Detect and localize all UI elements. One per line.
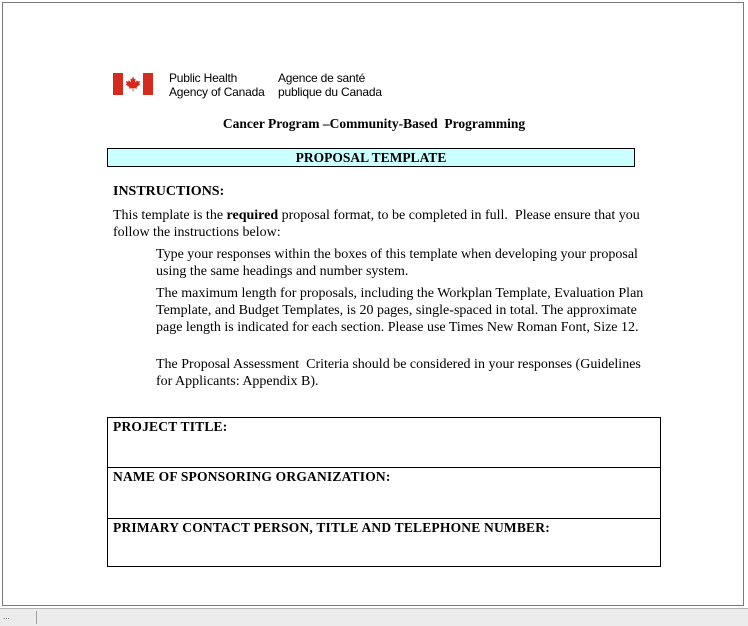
status-bar <box>0 608 748 626</box>
canada-flag-icon <box>113 73 153 95</box>
intro-text-required: required <box>226 208 279 223</box>
intro-text-after: proposal format, to be completed in full. Please ensure that you follow the instructions below: <box>113 208 644 240</box>
maple-leaf-icon <box>125 76 141 92</box>
agency-name-french <box>278 71 382 99</box>
agency-fr-line1: Agence de santé <box>278 71 366 85</box>
instruction-item: Type your responses within the boxes of this template when developing your proposal using the same headings and number system. <box>156 247 638 279</box>
agency-fr-line2: publique du Canada <box>278 85 382 99</box>
instructions-intro <box>113 207 643 241</box>
instruction-item: The Proposal Assessment Criteria should be considered in your responses (Guidelines for Applicants: Appendix B). <box>156 357 645 389</box>
intro-text-before: This template is the <box>113 208 227 223</box>
program-title-text: Cancer Program –Community-Based Programming <box>222 116 526 131</box>
project-title-field[interactable] <box>108 418 660 468</box>
agency-name-english <box>169 71 265 99</box>
agency-en-line2: Agency of Canada <box>169 85 265 99</box>
status-text: ... <box>3 612 10 621</box>
instructions-heading: INSTRUCTIONS: <box>113 184 225 199</box>
proposal-form-table <box>107 417 661 567</box>
sponsoring-organization-label: NAME OF SPONSORING ORGANIZATION: <box>113 469 391 484</box>
agency-en-line1: Public Health <box>169 71 238 85</box>
proposal-template-banner: PROPOSAL TEMPLATE <box>107 148 635 167</box>
project-title-label: PROJECT TITLE: <box>113 419 228 434</box>
status-separator <box>36 611 37 624</box>
primary-contact-field[interactable] <box>108 519 660 566</box>
primary-contact-label: PRIMARY CONTACT PERSON, TITLE AND TELEPHONE NUMBER: <box>113 520 550 535</box>
program-title <box>0 116 748 132</box>
sponsoring-organization-field[interactable] <box>108 468 660 519</box>
instruction-item: The maximum length for proposals, including the Workplan Template, Evaluation Plan Template, and Budget Templates, is 20 pages, single-spaced in total. The approximate page length is indicated for each section. Please use Times New Roman Font, Size 12. <box>156 286 644 335</box>
